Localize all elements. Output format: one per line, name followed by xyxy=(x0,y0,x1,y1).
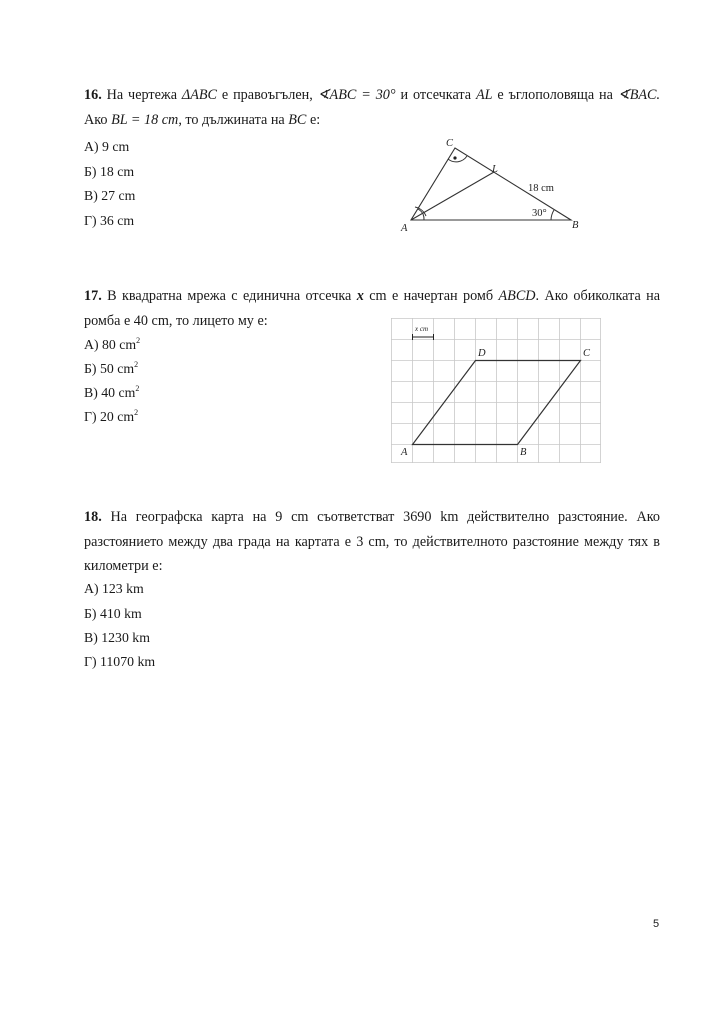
q17-option-a-text: А) 80 cm xyxy=(84,337,137,352)
q17-option-c[interactable] xyxy=(84,385,139,401)
q18-line1 xyxy=(84,508,660,526)
q16-text-is: е: xyxy=(309,112,321,128)
vertex-label-b: B xyxy=(572,220,579,231)
q16-option-b[interactable]: Б) 18 cm xyxy=(84,164,135,179)
q16-option-a[interactable]: А) 9 cm xyxy=(84,139,130,154)
unit-label: x cm xyxy=(415,325,429,333)
q17-unit-variable: x xyxy=(356,288,364,304)
angle-a-arc-3 xyxy=(423,214,424,220)
q17-option-d-sup: 2 xyxy=(134,408,139,417)
angle-value-label: 30° xyxy=(532,208,547,219)
q16-number: 16. xyxy=(84,87,102,103)
q17-line2: ромба е 40 cm, то лицето му е: xyxy=(84,313,268,329)
q16-segment-bc: BC xyxy=(288,112,307,128)
q17-text-b: cm е начертан ромб xyxy=(369,288,494,304)
vertex-label-a: A xyxy=(401,223,408,234)
side-length-label: 18 cm xyxy=(528,183,554,194)
q17-rhombus-name: ABCD xyxy=(498,288,536,304)
q18-text-line1: На географска карта на 9 cm съответстват 3690 km действително разстояние. Ако xyxy=(110,509,660,525)
q18-number: 18. xyxy=(84,509,102,525)
q17-option-b[interactable] xyxy=(84,361,138,377)
vertex-label-c: C xyxy=(583,348,591,359)
q17-line1 xyxy=(84,287,660,305)
right-angle-dot xyxy=(453,156,456,159)
q17-option-a[interactable] xyxy=(84,337,140,353)
q16-line2 xyxy=(84,111,320,129)
q17-text-c: . Ако обиколката на xyxy=(535,288,661,304)
q18-option-a[interactable]: А) 123 km xyxy=(84,581,144,596)
vertex-label-l: L xyxy=(492,164,498,175)
vertex-label-d: D xyxy=(478,348,486,359)
q18-line2: разстоянието между два града на картата е 3 cm, то действителното разстояние между тях в xyxy=(84,534,660,550)
q18-option-c[interactable]: В) 1230 km xyxy=(84,630,150,645)
bisector-al xyxy=(411,172,494,220)
q17-option-d[interactable] xyxy=(84,409,138,425)
page-number: 5 xyxy=(653,918,660,930)
q16-angle-bac: ∢BAC. xyxy=(617,87,661,103)
q18-line3: километри е: xyxy=(84,558,163,574)
vertex-label-a: A xyxy=(401,447,408,458)
q16-triangle-figure xyxy=(396,134,586,236)
q17-option-a-sup: 2 xyxy=(136,336,141,345)
q17-text-a: В квадратна мрежа с единична отсечка xyxy=(107,288,352,304)
angle-a-arc-1 xyxy=(418,209,423,214)
q17-number: 17. xyxy=(84,288,102,304)
q16-text-c: и отсечката xyxy=(400,87,472,103)
q17-grid-figure xyxy=(388,316,604,466)
q16-text-b: е правоъгълен, xyxy=(221,87,313,103)
q16-text-if: Ако xyxy=(84,112,108,128)
q17-option-c-sup: 2 xyxy=(135,384,140,393)
vertex-label-b: B xyxy=(520,447,527,458)
q16-bl-expression: BL = 18 cm xyxy=(111,112,179,128)
q16-line1 xyxy=(84,86,660,104)
q16-triangle-symbol: ΔABC xyxy=(181,87,218,103)
q18-option-d[interactable]: Г) 11070 km xyxy=(84,654,156,669)
q16-text-then: , то дължината на xyxy=(178,112,285,128)
vertex-label-c: C xyxy=(446,138,454,149)
q16-text-a: На чертежа xyxy=(106,87,177,103)
q16-option-c[interactable]: В) 27 cm xyxy=(84,188,136,203)
q16-angle-expression: ∢ABC = 30° xyxy=(317,87,396,103)
q16-option-d[interactable]: Г) 36 cm xyxy=(84,213,135,228)
angle-b-arc xyxy=(551,210,554,220)
q16-text-d: е ъглополовяща на xyxy=(497,87,613,103)
q18-option-b[interactable]: Б) 410 km xyxy=(84,606,142,621)
q17-option-d-text: Г) 20 cm xyxy=(84,409,135,424)
q17-option-b-text: Б) 50 cm xyxy=(84,361,135,376)
square-grid xyxy=(391,318,601,463)
q17-option-c-text: В) 40 cm xyxy=(84,385,136,400)
right-angle-arc xyxy=(448,156,467,162)
q16-segment-al: AL xyxy=(475,87,493,103)
q17-option-b-sup: 2 xyxy=(134,360,139,369)
